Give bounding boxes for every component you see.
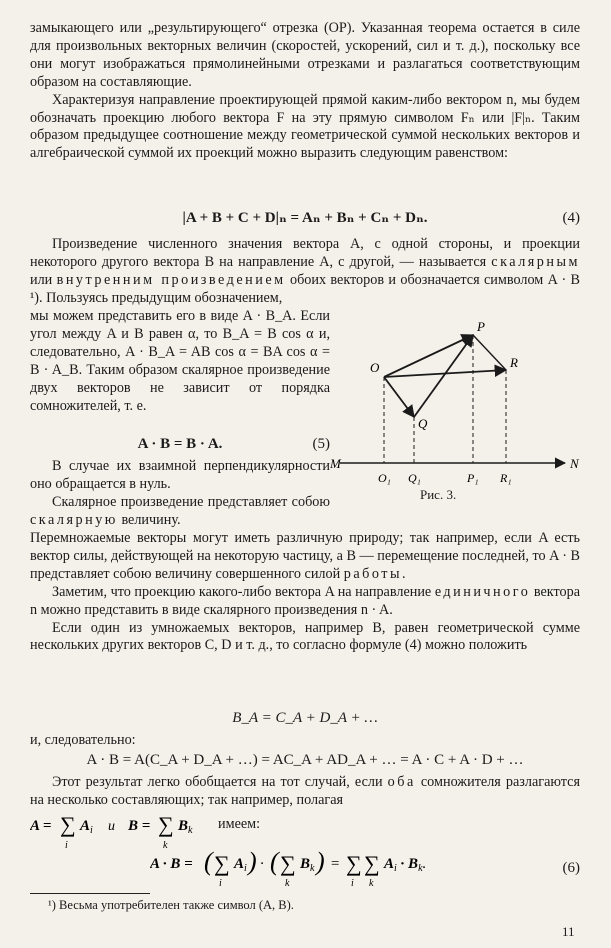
equation-5-formula: A · B = B · A.	[137, 436, 223, 452]
eq6-lhs: A · B =	[150, 856, 193, 872]
eq6-index-k: k	[285, 878, 290, 889]
wrapped-text-2	[30, 458, 330, 530]
p3-text-b: или	[30, 271, 53, 288]
p5-spaced: единичного	[434, 583, 531, 600]
p7-spaced: оба	[387, 774, 416, 790]
p3-spaced-2: внутренним произведением	[56, 271, 286, 288]
sum-sign-i: ∑	[60, 812, 76, 837]
def-b-left: B =	[128, 818, 151, 834]
and-therefore-text: и, следовательно:	[30, 732, 136, 748]
paragraph-2: Характеризуя направление проектирующей прямой каким-либо вектором n, мы будем обозначать проекцию любого вектора F на эту прямую символом Fₙ или |F|ₙ. Таким образом предыдущее соотношение между геометрической суммой нескольких векторов и алгебраической суммой их проекций можно выразить следующим равенством:	[30, 91, 580, 162]
footnote-rule	[30, 893, 150, 894]
page-number: 11	[562, 924, 575, 939]
equation-4-formula: |A + B + C + D|ₙ = Aₙ + Bₙ + Cₙ + Dₙ.	[182, 210, 428, 226]
vector-oq	[384, 377, 414, 417]
eq6-index-k2: k	[369, 878, 374, 889]
label-q1: Q₁	[408, 471, 421, 485]
eq6-index-i2: i	[351, 878, 354, 889]
p7-text-a: Этот результат легко обобщается на тот случай, если	[52, 774, 383, 790]
text-block-1	[30, 20, 580, 163]
w3-text-b: величину.	[121, 511, 181, 528]
vector-or	[384, 370, 506, 377]
eq6-sum-i: ∑	[214, 851, 230, 876]
p3-text-a: Произведение численного значения вектора A, с одной стороны, и проекции некоторого другого вектора B на направление A, с другой, — называется	[30, 236, 580, 270]
paragraph-6: Если один из умножаемых векторов, например B, равен геометрической сумме нескольких других векторов C, D и т. д., то согласно формуле (4) можно положить	[30, 619, 580, 654]
vector-qp	[414, 335, 473, 417]
def-a-left: A =	[30, 818, 52, 834]
label-o1: O₁	[378, 471, 391, 485]
wrap-paragraph-1: мы можем представить его в виде A · B_A. Если угол между A и B равен α, то B_A = B cos α и, следовательно, A · B_A = AB cos α = BA cos α = B · A_B. Таким образом скалярное произведение двух векторов не зависит от порядка сомножителей, т. е.	[30, 308, 330, 414]
wrap-paragraph-3	[30, 494, 330, 530]
and-word: и	[108, 819, 115, 834]
sum-sign-k: ∑	[158, 812, 174, 837]
paragraph-1: замыкающего или „результирующего“ отрезка (OP). Указанная теорема остается в силе для произвольных векторных величин (скоростей, ускорений, сил и т. д.), поскольку все они могут изображаться прямолинейными отрезками и разлагаться соответствующим образом на составляющие.	[30, 20, 580, 90]
and-therefore	[30, 732, 580, 750]
w3-text-a: Скалярное произведение представляет собою	[52, 493, 330, 510]
eq6-sum-i2: ∑	[346, 851, 362, 876]
label-n: N	[570, 456, 579, 471]
equation-ba	[30, 708, 580, 728]
equation-6-number: (6)	[562, 860, 580, 876]
eq6-paren-3: (	[270, 847, 279, 876]
w3-spaced: скалярную	[30, 511, 118, 528]
wrap-paragraph-2: В случае их взаимной перпендикулярности оно обращается в нуль.	[30, 458, 330, 492]
eq6-eq: =	[330, 856, 341, 872]
p7-text-b: сомножителя разлагаются на несколько составляющих; так например, полагая	[30, 774, 581, 808]
p3-spaced-1: скалярным	[491, 253, 580, 270]
label-q: Q	[418, 416, 428, 431]
p5-text-a: Заметим, что проекцию какого-либо вектора A на направление	[52, 583, 432, 600]
label-p: P	[477, 319, 485, 334]
we-have	[218, 816, 298, 834]
equation-ab-formula: A · B = A(C_A + D_A + …) = AC_A + AD_A + … = A · C + A · D + …	[86, 752, 524, 768]
text-block-3	[30, 530, 580, 655]
equation-ba-formula: B_A = C_A + D_A + …	[232, 710, 378, 726]
label-m: M	[330, 456, 341, 471]
eq6-index-i: i	[219, 878, 222, 889]
we-have-text: имеем:	[218, 816, 261, 832]
sum-index-k: k	[163, 840, 168, 851]
label-r1: R₁	[500, 471, 512, 485]
def-a-right: $A_i$	[80, 818, 93, 836]
vector-diagram	[330, 315, 585, 505]
label-p1: P₁	[467, 471, 479, 485]
eq6-sum-k: ∑	[280, 851, 296, 876]
equation-4-number: (4)	[562, 210, 580, 226]
figure-caption: Рис. 3.	[420, 487, 457, 502]
equation-4	[30, 208, 580, 228]
eq6-paren-1: (	[204, 847, 213, 876]
sum-index-i: i	[65, 840, 68, 851]
paragraph-5	[30, 584, 580, 620]
eq6-ai: $A_i$	[234, 856, 247, 874]
equation-ab	[30, 750, 580, 770]
p3-text-c: обоих векторов и обозначается символом A · B ¹). Пользуясь предыдущим обозначением,	[30, 271, 580, 306]
footnote: ¹) Весьма употребителен также символ (A, B).	[48, 898, 294, 912]
eq6-paren-4: )	[316, 847, 325, 876]
p5-text-b: вектора n можно представить в виде скалярного произведения n · A.	[30, 583, 581, 618]
label-o: O	[370, 360, 380, 375]
paragraph-7	[30, 774, 580, 810]
p4-text: Перемножаемые векторы могут иметь различную природу; так например, если A есть вектор силы, действующей на некоторую частицу, а B — перемещение последней, то A · B представляет собою величину совершенного силой	[30, 530, 580, 582]
eq6-bk: $B_k$	[300, 856, 315, 874]
equation-5	[30, 434, 330, 454]
eq6-rhs: $A_i \cdot B_k$.	[384, 856, 427, 874]
def-b-right: $B_k$	[178, 818, 193, 836]
eq6-paren-2: )	[248, 847, 257, 876]
vector-op	[384, 335, 473, 377]
text-block-4	[30, 774, 580, 810]
eq6-dot: ·	[260, 856, 264, 872]
paragraph-3	[30, 236, 580, 308]
wrapped-text-1	[30, 308, 330, 415]
segment-rp	[473, 335, 506, 370]
paragraph-4: Перемножаемые векторы могут иметь различную природу; так например, если A есть вектор силы, действующей на некоторую частицу, а B — перемещение последней, то A · B представляет собою величину совершенного силой работы.	[30, 530, 580, 582]
p4-spaced: работы	[343, 565, 402, 582]
text-block-2	[30, 236, 580, 308]
eq6-sum-k2: ∑	[364, 851, 380, 876]
equation-5-number: (5)	[312, 436, 330, 452]
equation-6	[30, 858, 580, 878]
label-r: R	[510, 355, 518, 370]
